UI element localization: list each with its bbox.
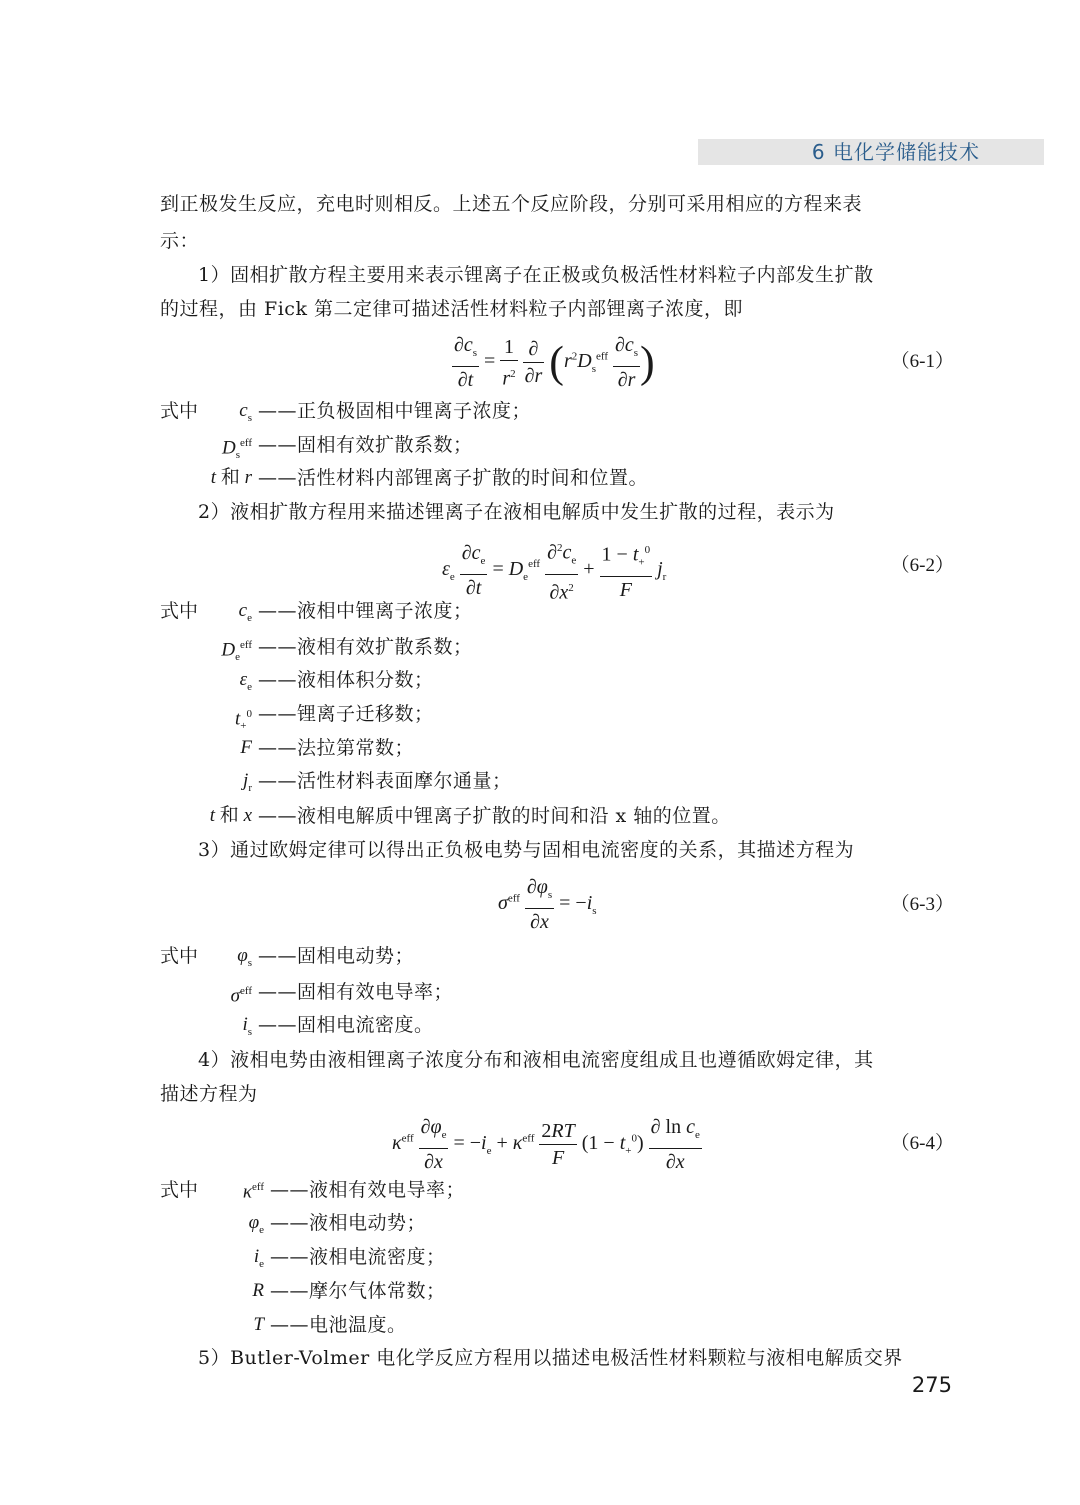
where-label: 式中	[160, 945, 199, 967]
symbol-t: T	[253, 1314, 264, 1335]
where-label: 式中	[160, 1179, 199, 1201]
definition: ——液相电动势；	[270, 1212, 427, 1234]
definition: ——电池温度。	[270, 1314, 407, 1336]
symbol-cs: $c_s$	[239, 400, 252, 424]
paragraph-line: 的过程，由 Fick 第二定律可描述活性材料粒子内部锂离子浓度，即	[160, 298, 743, 320]
equation-6-4: $\kappa^{eff}$ $\frac{\partial\varphi_e}{\partial x}$ = $-i_e + \kappa^{eff}$ $\frac{2RT}{F}$ $(1 - t_+^0)$ $\frac{\partial \ln c_e}{\partial x}$	[392, 1116, 700, 1173]
symbol-jr: $j_r$	[243, 770, 252, 794]
paragraph-line: 示：	[160, 230, 200, 252]
chapter-title: 6 电化学储能技术	[811, 140, 980, 164]
page-number: 275	[911, 1373, 952, 1397]
symbol-sigma-eff: $\sigma^{eff}$	[230, 985, 252, 1007]
symbol-t-plus: $t_+^0$	[235, 708, 252, 733]
equation-6-1: $\frac{\partial c_s}{\partial t}$ = $\frac{1}{r^2}$ $\frac{\partial}{\partial r}$ ($r^2D_s^{eff}$ $\frac{\partial c_s}{\partial r}$ )	[454, 334, 655, 391]
equation-number: （6-4）	[890, 1133, 954, 1154]
symbol-t-x: t 和 x	[209, 805, 252, 826]
definition: ——液相中锂离子浓度；	[258, 600, 473, 622]
definition: ——液相有效电导率；	[270, 1179, 466, 1201]
definition: ——固相电动势；	[258, 945, 415, 967]
definition: ——液相电流密度；	[270, 1246, 446, 1268]
paragraph-line: 到正极发生反应，充电时则相反。上述五个反应阶段，分别可采用相应的方程来表	[160, 193, 863, 215]
definition: ——固相有效电导率；	[258, 981, 454, 1003]
paragraph-line: 3）通过欧姆定律可以得出正负极电势与固相电流密度的关系，其描述方程为	[198, 839, 855, 861]
definition: ——固相电流密度。	[258, 1014, 434, 1036]
definition: ——锂离子迁移数；	[258, 703, 434, 725]
equation-number: （6-3）	[890, 894, 954, 915]
equation-6-3: $\sigma^{eff}$ $\frac{\partial\varphi_s}{\partial x}$ = $-i_s$	[498, 876, 597, 933]
definition: ——法拉第常数；	[258, 737, 415, 759]
definition: ——正负极固相中锂离子浓度；	[258, 400, 532, 422]
paragraph-line: 描述方程为	[160, 1083, 258, 1105]
equation-number: （6-1）	[890, 351, 954, 372]
paragraph-line: 4）液相电势由液相锂离子浓度分布和液相电流密度组成且也遵循欧姆定律，其	[198, 1049, 874, 1071]
symbol-ie: $i_e$	[253, 1246, 264, 1270]
definition: ——液相体积分数；	[258, 669, 434, 691]
where-label: 式中	[160, 400, 199, 422]
definition: ——活性材料内部锂离子扩散的时间和位置。	[258, 467, 649, 489]
equation-6-2: $\varepsilon_e$ $\frac{\partial c_e}{\partial t}$ = $D_e^{eff}$ $\frac{\partial^2c_e}{\partial x^2}$ + $\frac{1 - t_+^0}{F}$ $j_r$	[442, 535, 666, 605]
definition: ——活性材料表面摩尔通量；	[258, 770, 512, 792]
symbol-ds-eff: $D_s^{eff}$	[221, 437, 252, 462]
symbol-de-eff: $D_e^{eff}$	[221, 639, 252, 664]
symbol-t-r: t 和 r	[210, 467, 252, 488]
where-label: 式中	[160, 600, 199, 622]
symbol-phi-s: $\varphi_s$	[237, 945, 252, 969]
paragraph-line: 1）固相扩散方程主要用来表示锂离子在正极或负极活性材料粒子内部发生扩散	[198, 264, 874, 286]
symbol-f: F	[240, 737, 252, 758]
symbol-kappa-eff: $\kappa^{eff}$	[242, 1181, 264, 1203]
definition: ——液相电解质中锂离子扩散的时间和沿 x 轴的位置。	[258, 805, 731, 827]
symbol-is: $i_s$	[242, 1014, 252, 1038]
paragraph-line: 2）液相扩散方程用来描述锂离子在液相电解质中发生扩散的过程，表示为	[198, 501, 835, 523]
definition: ——固相有效扩散系数；	[258, 434, 473, 456]
symbol-phi-e: $\varphi_e$	[248, 1212, 264, 1236]
definition: ——液相有效扩散系数；	[258, 636, 473, 658]
paragraph-line: 5）Butler-Volmer 电化学反应方程用以描述电极活性材料颗粒与液相电解质交界	[198, 1347, 903, 1369]
symbol-epsilon-e: $\varepsilon_e$	[239, 669, 252, 693]
symbol-ce: $c_e$	[238, 600, 252, 624]
symbol-r: R	[252, 1280, 264, 1301]
definition: ——摩尔气体常数；	[270, 1280, 446, 1302]
equation-number: （6-2）	[890, 555, 954, 576]
